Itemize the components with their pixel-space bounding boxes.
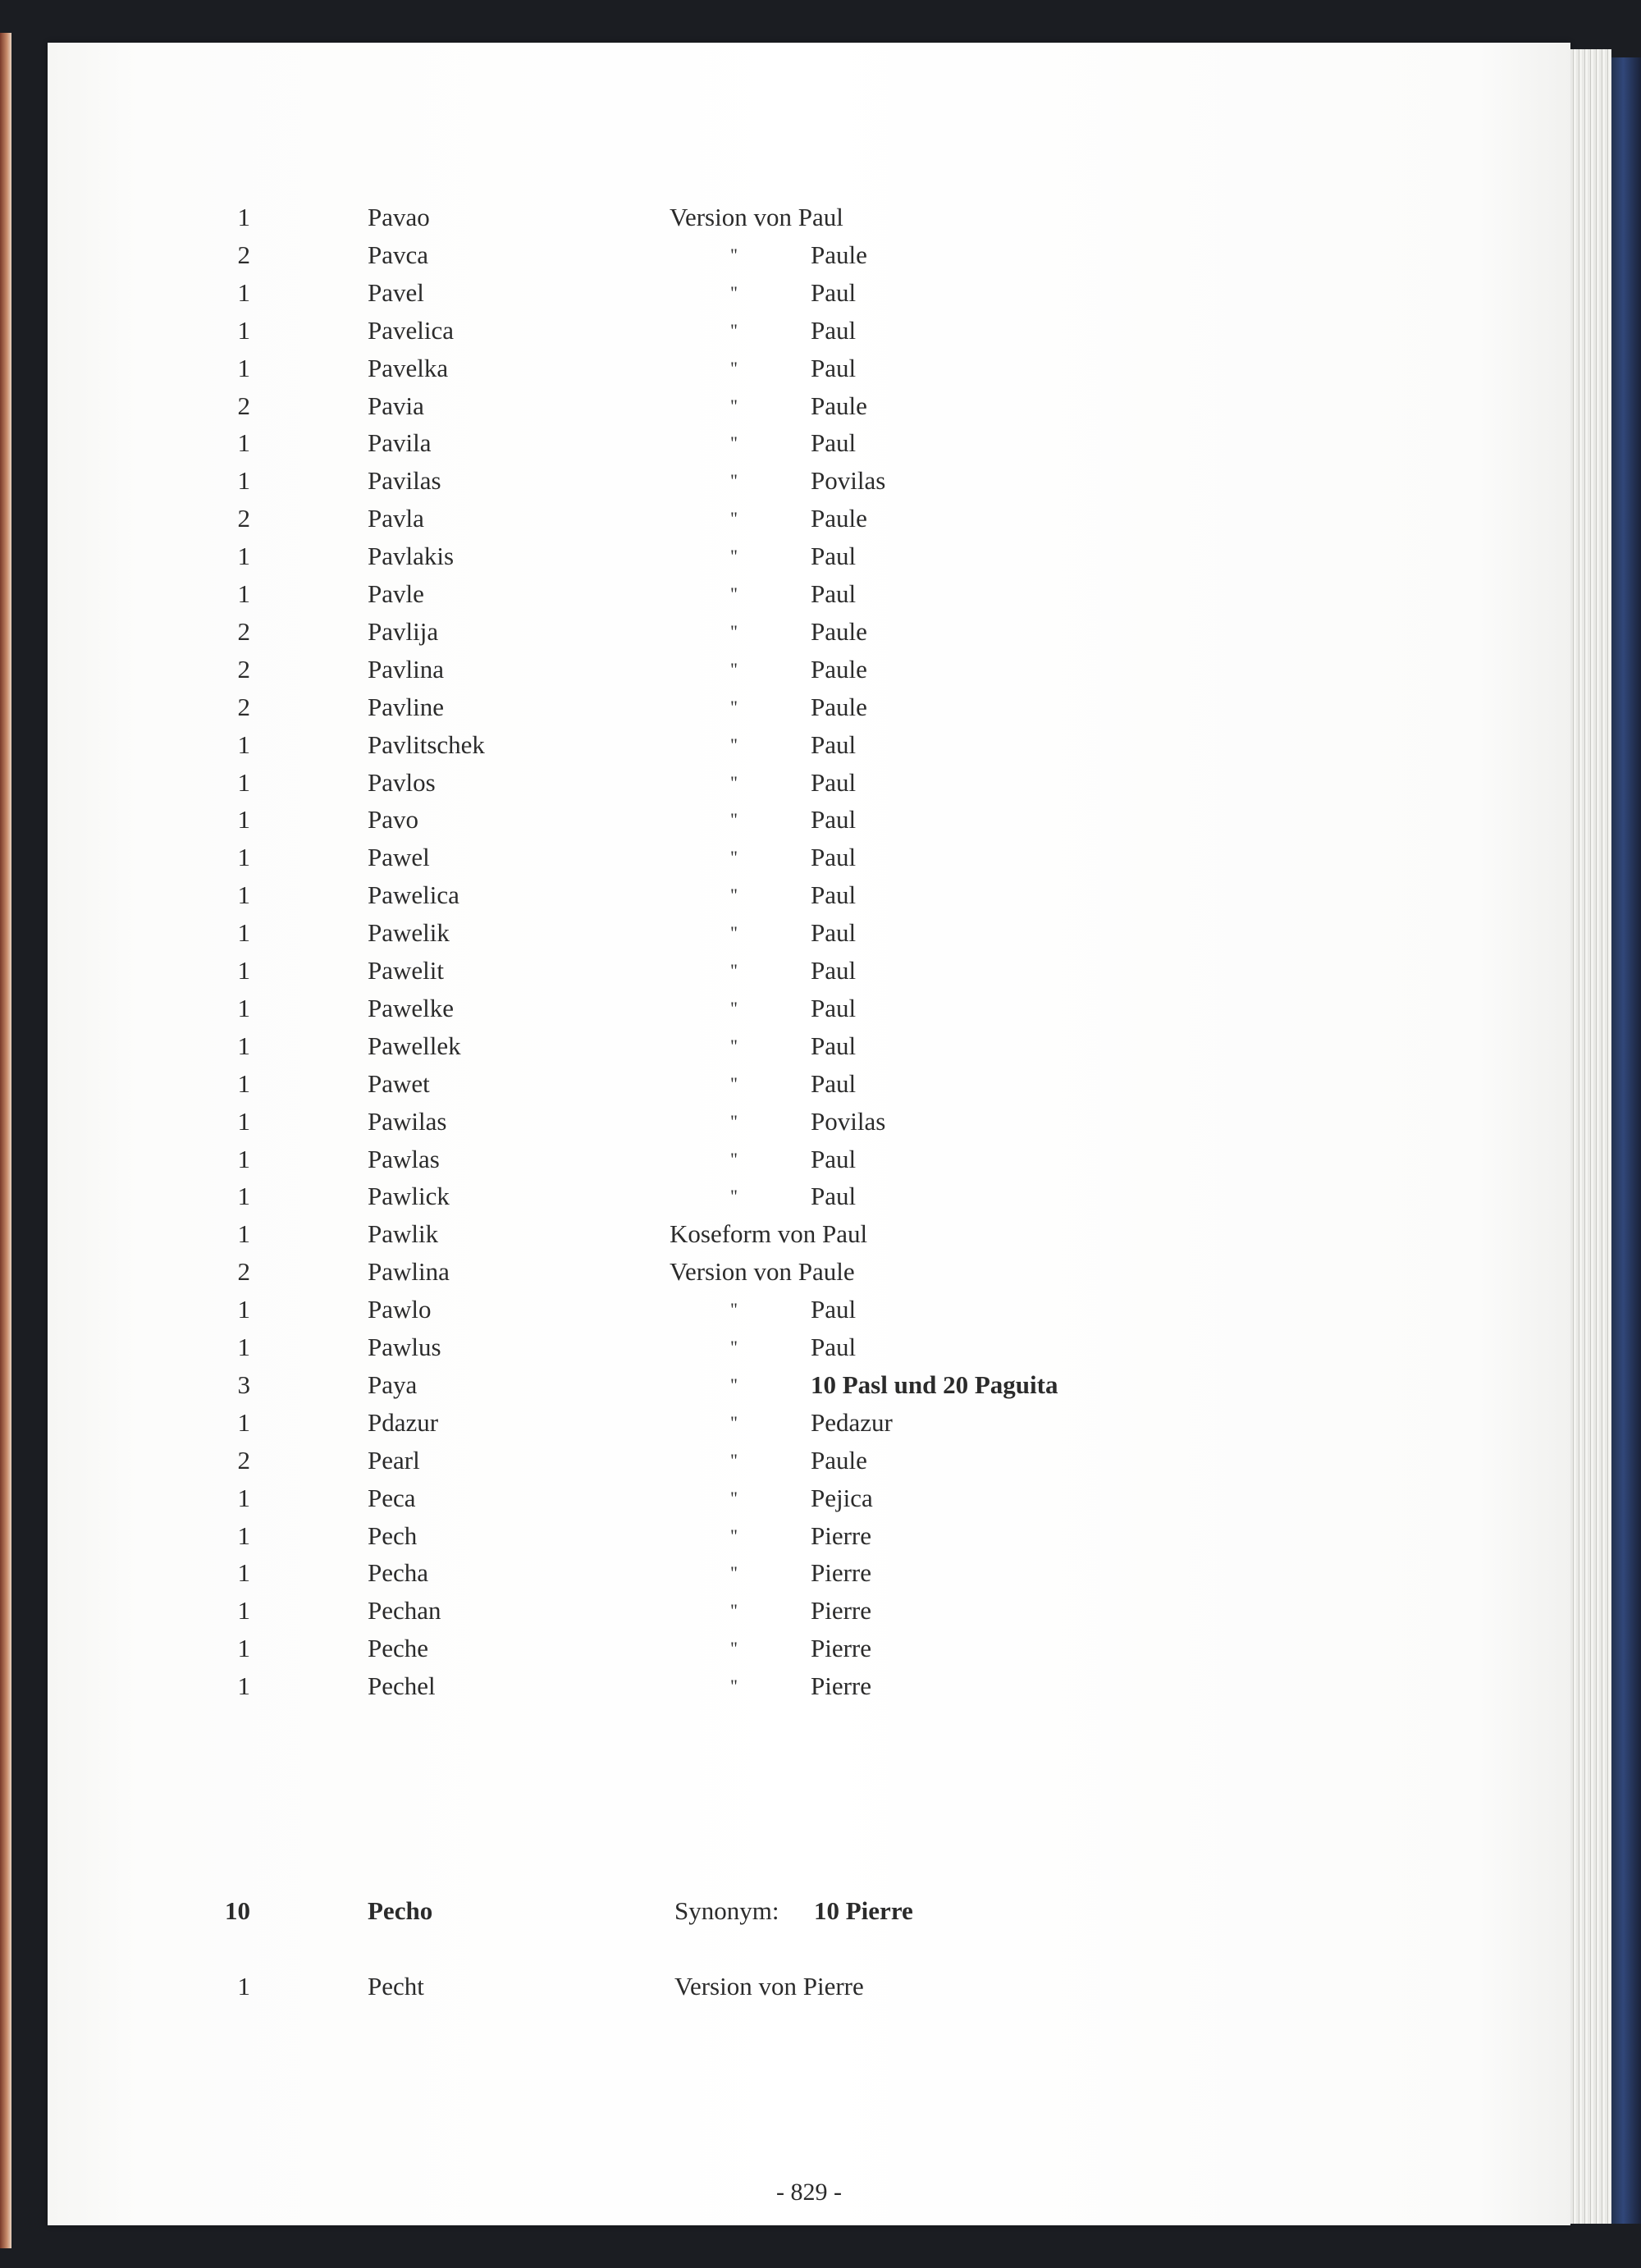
entry-target: Paule [811,504,867,533]
entry-count: 1 [237,1333,250,1361]
entry-target: Paul [811,1031,857,1060]
entry-count: 1 [237,1972,250,2001]
entry-count: 1 [237,729,250,759]
entry-row [48,839,1570,876]
entry-count: 1 [237,956,250,985]
ditto-mark: " [730,1411,738,1433]
ditto-mark: " [730,1562,738,1584]
entry-row [48,1177,1570,1215]
entry-row [48,387,1570,425]
entry-row [48,424,1570,462]
synonym-entry-row [48,1892,1570,1930]
entry-count: 1 [237,1031,250,1060]
entry-target: Paul [811,579,857,608]
ditto-mark: " [730,470,738,492]
entry-row [48,462,1570,500]
entry-row [48,500,1570,537]
ditto-mark: " [730,771,738,793]
ditto-mark: " [730,1337,738,1357]
entry-target: Paul [811,729,857,759]
entry-target: Paule [811,1445,867,1475]
entry-name: Pavlija [368,616,439,646]
entry-count: 2 [237,1445,250,1475]
entry-target: Pierre [811,1558,872,1588]
entry-count: 1 [237,542,250,571]
entry-target: Pedazur [811,1407,893,1437]
ditto-mark: " [730,319,738,341]
entry-count: 10 [225,1896,250,1925]
entry-name: Pawlo [368,1295,432,1324]
ditto-mark: " [730,244,738,265]
entry-row [48,350,1570,387]
entry-row [48,1404,1570,1442]
entry-target: Pierre [811,1634,872,1663]
ditto-mark: " [730,809,738,830]
page-number: - 829 - [776,2179,842,2206]
entry-target: Paul [811,993,857,1022]
entry-name: Pawilas [368,1106,447,1136]
ditto-mark: " [730,1676,738,1697]
entry-row [48,764,1570,802]
entry-count: 2 [237,692,250,721]
entry-count: 1 [237,1483,250,1512]
entry-count: 1 [237,428,250,458]
synonym-label: Synonym: [674,1896,779,1925]
entry-target: Paul [811,428,857,458]
synonym-target: 10 Pierre [814,1896,913,1925]
entry-target: Povilas [811,1106,886,1136]
ditto-mark: " [730,1072,738,1094]
entry-row [48,312,1570,350]
entry-count: 1 [237,1596,250,1626]
entry-description: Version von Pierre [674,1972,864,2001]
entry-name: Pavlitschek [368,729,485,759]
entry-name: Pechan [368,1596,441,1626]
entry-target: Paule [811,692,867,721]
entry-name: Pavca [368,240,429,269]
entry-name: Pawelik [368,918,450,948]
ditto-mark: " [730,620,738,642]
entry-count: 2 [237,1257,250,1287]
entry-row [48,236,1570,274]
entry-count: 1 [237,203,250,231]
entry-row [48,1442,1570,1479]
entry-name: Pawellek [368,1031,461,1060]
entry-count: 1 [237,918,250,948]
entry-name: Pdazur [368,1407,439,1437]
entry-target: Paul [811,1295,857,1324]
entry-name: Pavilas [368,466,441,496]
entry-name: Pawlick [368,1182,450,1211]
entry-name: Pavlos [368,767,436,797]
entry-description: Version von Paul [670,203,843,231]
entry-row [48,274,1570,312]
ditto-mark: " [730,1035,738,1056]
entry-row [48,199,1570,236]
ditto-mark: " [730,960,738,981]
entry-name: Pechel [368,1671,436,1701]
entry-row [48,575,1570,613]
entry-name: Pecho [368,1896,433,1925]
entry-count: 1 [237,1634,250,1663]
entry-count: 2 [237,240,250,269]
ditto-mark: " [730,508,738,529]
book-page [48,43,1570,2225]
entry-target: Paul [811,918,857,948]
entry-target: Paul [811,956,857,985]
ditto-mark: " [730,395,738,416]
entry-row [48,1141,1570,1178]
entry-name: Pawelke [368,993,455,1022]
entry-count: 1 [237,1558,250,1588]
entry-target: Pejica [811,1483,873,1512]
entry-name: Pavle [368,579,424,608]
entry-name: Pavo [368,805,418,834]
entry-name: Pecht [368,1972,424,2001]
entry-count: 3 [237,1369,250,1399]
ditto-mark: " [730,357,738,378]
entry-target: Paul [811,542,857,571]
entry-count: 1 [237,993,250,1022]
entry-target: 10 Pasl und 20 Paguita [811,1369,1058,1399]
ditto-mark: " [730,583,738,604]
entry-row [48,952,1570,990]
entry-target: Paul [811,1182,857,1211]
entry-count: 1 [237,1068,250,1098]
entry-row [48,1103,1570,1141]
entry-name: Pavia [368,391,424,420]
entry-count: 1 [237,1182,250,1211]
entry-name: Pavelka [368,353,449,382]
ditto-mark: " [730,432,738,454]
entry-row [48,914,1570,952]
entry-description: Koseform von Paul [670,1219,868,1249]
entry-name: Pavila [368,428,432,458]
ditto-mark: " [730,1374,738,1395]
entry-row [48,1592,1570,1630]
entry-count: 1 [237,1219,250,1249]
entry-target: Paul [811,880,857,910]
entry-name: Pawlus [368,1333,441,1361]
entry-name: Pavla [368,504,424,533]
entry-target: Pierre [811,1596,872,1626]
ditto-mark: " [730,885,738,906]
name-list [48,43,1570,2225]
entry-count: 1 [237,1106,250,1136]
entry-name: Pavline [368,692,444,721]
entry-row [48,801,1570,839]
entry-count: 1 [237,805,250,834]
entry-row [48,1215,1570,1253]
entry-target: Paule [811,240,867,269]
ditto-mark: " [730,658,738,679]
entry-name: Pawlina [368,1257,450,1287]
entry-count: 1 [237,466,250,496]
ditto-mark: " [730,1449,738,1470]
ditto-mark: " [730,997,738,1018]
entry-name: Pawelit [368,956,444,985]
entry-name: Pavel [368,277,424,307]
entry-row [48,1630,1570,1667]
entry-row [48,726,1570,764]
book-cover-left-edge [0,33,11,2248]
entry-count: 1 [237,1144,250,1173]
entry-target: Paul [811,805,857,834]
entry-row [48,1065,1570,1103]
ditto-mark: " [730,1299,738,1320]
ditto-mark: " [730,281,738,303]
entry-target: Paule [811,654,867,684]
entry-count: 1 [237,1520,250,1550]
entry-name: Paya [368,1369,418,1399]
page-edges [1570,49,1611,2224]
entry-target: Pierre [811,1520,872,1550]
entry-row [48,537,1570,575]
entry-description: Version von Paule [670,1257,855,1287]
entry-count: 1 [237,353,250,382]
entry-name: Pavao [368,203,430,231]
entry-target: Paule [811,616,867,646]
entry-name: Pavlina [368,654,444,684]
entry-row [48,1667,1570,1705]
entry-count: 1 [237,579,250,608]
entry-row [48,1291,1570,1328]
entry-name: Peche [368,1634,429,1663]
entry-name: Pawlik [368,1219,439,1249]
entry-count: 2 [237,616,250,646]
ditto-mark: " [730,1525,738,1546]
entry-count: 1 [237,277,250,307]
entry-target: Paule [811,391,867,420]
ditto-mark: " [730,847,738,868]
entry-row [48,613,1570,651]
entry-name: Pawelica [368,880,459,910]
entry-row [48,1366,1570,1404]
entry-row [48,1517,1570,1555]
entry-count: 1 [237,880,250,910]
entry-row [48,1027,1570,1065]
ditto-mark: " [730,696,738,717]
entry-row [48,651,1570,688]
entry-count: 2 [237,654,250,684]
entry-target: Paul [811,1144,857,1173]
ditto-mark: " [730,1600,738,1621]
entry-count: 1 [237,315,250,345]
entry-count: 1 [237,843,250,872]
entry-target: Paul [811,1068,857,1098]
entry-row [48,1554,1570,1592]
entry-name: Pawet [368,1068,430,1098]
ditto-mark: " [730,1148,738,1169]
entry-count: 2 [237,391,250,420]
ditto-mark: " [730,1487,738,1508]
entry-count: 1 [237,1407,250,1437]
entry-name: Pawlas [368,1144,440,1173]
entry-name: Pavelica [368,315,455,345]
entry-count: 1 [237,1671,250,1701]
entry-name: Pawel [368,843,430,872]
entry-target: Paul [811,277,857,307]
entry-name: Pavlakis [368,542,455,571]
entry-name: Pearl [368,1445,420,1475]
entry-target: Paul [811,1333,857,1361]
entry-target: Paul [811,315,857,345]
entry-target: Paul [811,767,857,797]
entry-row [48,688,1570,726]
entry-row [48,1479,1570,1517]
book-cover-right-edge [1611,57,1641,2224]
entry-target: Pierre [811,1671,872,1701]
entry-target: Paul [811,353,857,382]
entry-count: 2 [237,504,250,533]
entry-count: 1 [237,767,250,797]
entry-row [48,1968,1570,2005]
entry-count: 1 [237,1295,250,1324]
ditto-mark: " [730,1110,738,1132]
entry-name: Peca [368,1483,416,1512]
entry-row [48,990,1570,1027]
ditto-mark: " [730,734,738,755]
entry-row [48,876,1570,914]
entry-target: Paul [811,843,857,872]
ditto-mark: " [730,1186,738,1207]
entry-target: Povilas [811,466,886,496]
entry-name: Pecha [368,1558,429,1588]
entry-row [48,1328,1570,1366]
ditto-mark: " [730,1638,738,1659]
ditto-mark: " [730,922,738,944]
ditto-mark: " [730,546,738,567]
entry-name: Pech [368,1520,418,1550]
entry-row [48,1253,1570,1291]
